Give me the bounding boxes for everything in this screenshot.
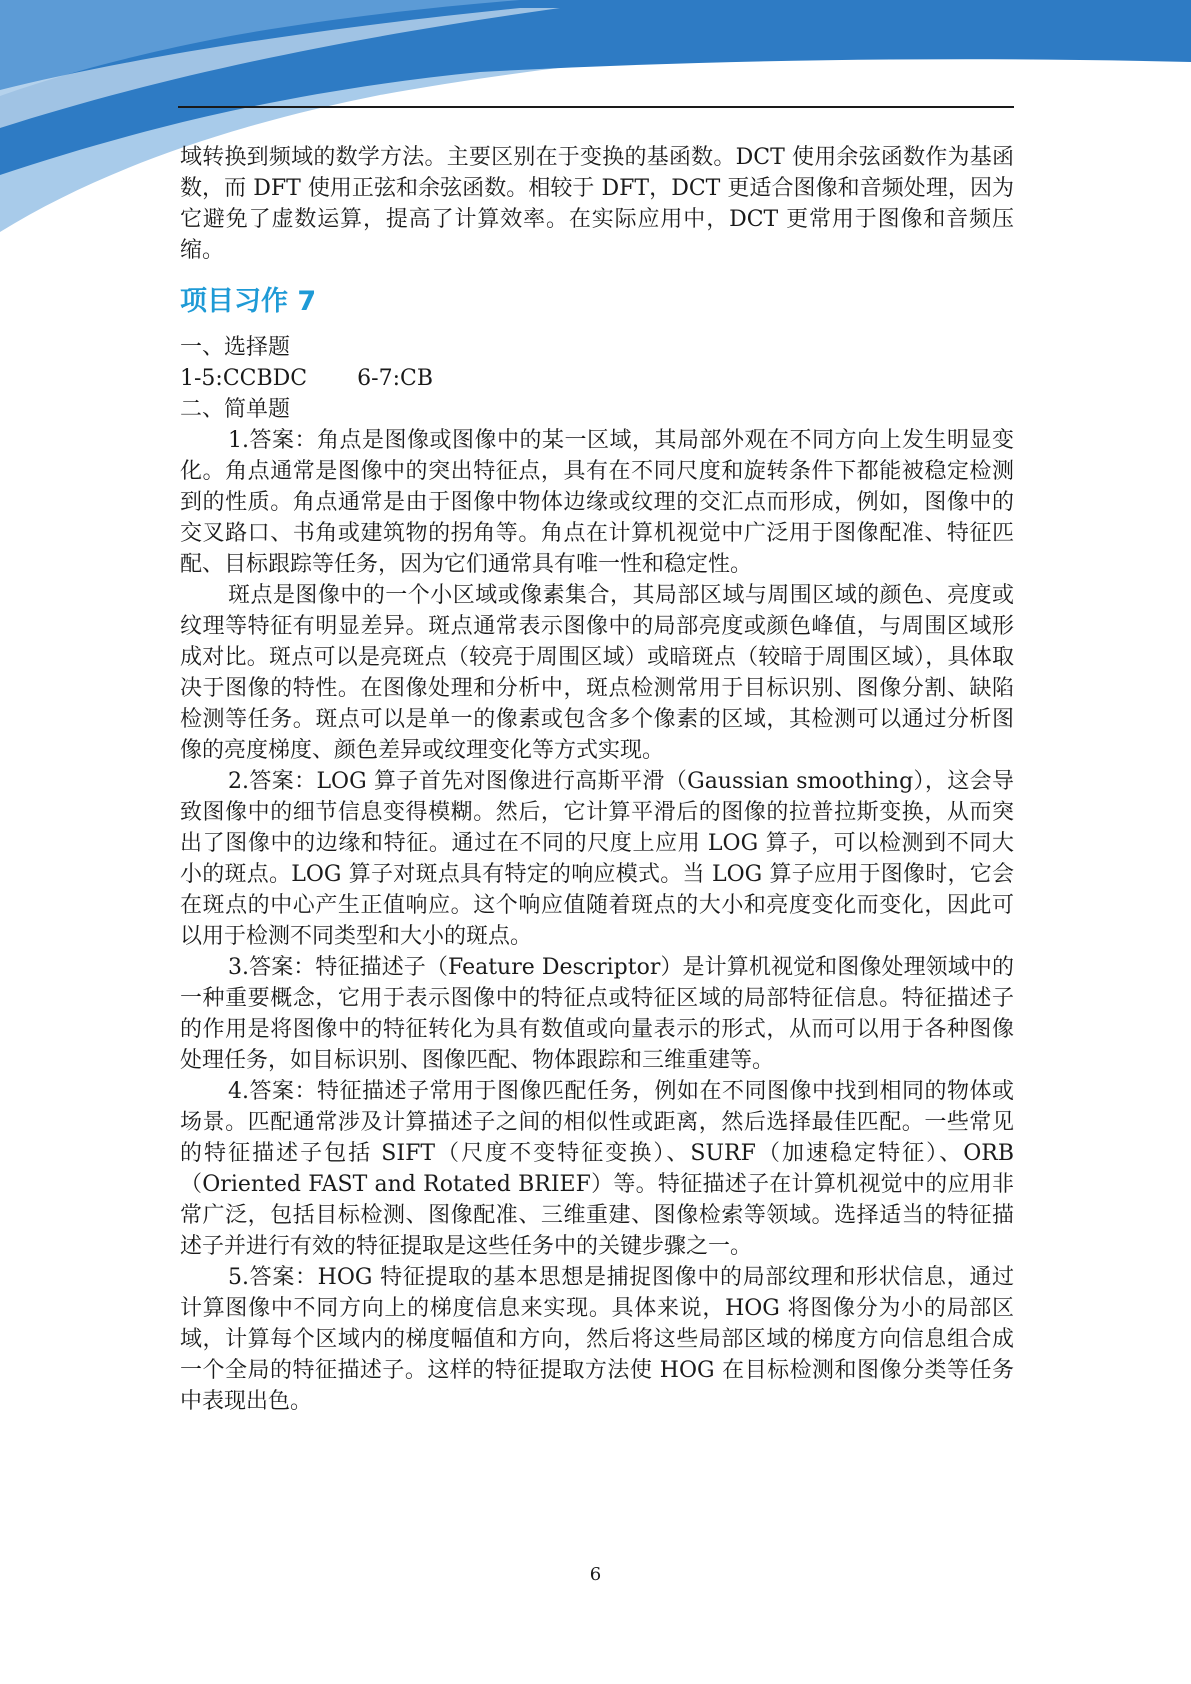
answer-1-corner: 1.答案：角点是图像或图像中的某一区域，其局部外观在不同方向上发生明显变化。角点通常是图像中的突出特征点，具有在不同尺度和旋转条件下都能被稳定检测到的性质。角点通常是由于图像中物体边缘或纹理的交汇点而形成，例如，图像中的交叉路口、书角或建筑物的拐角等。角点在计算机视觉中广泛用于图像配准、特征匹配、目标跟踪等任务，因为它们通常具有唯一性和稳定性。 — [180, 428, 1014, 577]
choice-heading: 一、选择题 — [180, 335, 291, 360]
section-title: 项目习作 7 — [180, 286, 317, 317]
choice-answers — [180, 363, 1014, 394]
page-number: 6 — [589, 1564, 602, 1585]
page-content — [180, 142, 1014, 1417]
short-answer-heading: 二、简单题 — [180, 397, 291, 422]
choice-answer-1-5: 1-5:CCBDC — [180, 366, 308, 391]
choice-answer-6-7: 6-7:CB — [357, 366, 433, 391]
intro-paragraph: 域转换到频域的数学方法。主要区别在于变换的基函数。DCT 使用余弦函数作为基函数，而 DFT 使用正弦和余弦函数。相较于 DFT，DCT 更适合图像和音频处理，因为它避免了虚数运算，提高了计算效率。在实际应用中，DCT 更常用于图像和音频压缩。 — [180, 145, 1014, 263]
answer-4-matching: 4.答案：特征描述子常用于图像匹配任务，例如在不同图像中找到相同的物体或场景。匹配通常涉及计算描述子之间的相似性或距离，然后选择最佳匹配。一些常见的特征描述子包括 SIFT（尺度不变特征变换）、SURF（加速稳定特征）、ORB（Oriented FAST and Rotated BRIEF）等。特征描述子在计算机视觉中的应用非常广泛，包括目标检测、图像配准、三维重建、图像检索等领域。选择适当的特征描述子并进行有效的特征提取是这些任务中的关键步骤之一。 — [180, 1079, 1014, 1259]
answer-5-hog: 5.答案：HOG 特征提取的基本思想是捕捉图像中的局部纹理和形状信息，通过计算图像中不同方向上的梯度信息来实现。具体来说，HOG 将图像分为小的局部区域，计算每个区域内的梯度幅值和方向，然后将这些局部区域的梯度方向信息组合成一个全局的特征描述子。这样的特征提取方法使 HOG 在目标检测和图像分类等任务中表现出色。 — [180, 1265, 1014, 1414]
answer-2-log: 2.答案：LOG 算子首先对图像进行高斯平滑（Gaussian smoothing），这会导致图像中的细节信息变得模糊。然后，它计算平滑后的图像的拉普拉斯变换，从而突出了图像中的边缘和特征。通过在不同的尺度上应用 LOG 算子，可以检测到不同大小的斑点。LOG 算子对斑点具有特定的响应模式。当 LOG 算子应用于图像时，它会在斑点的中心产生正值响应。这个响应值随着斑点的大小和亮度变化而变化，因此可以用于检测不同类型和大小的斑点。 — [180, 769, 1014, 949]
answer-1-blob: 斑点是图像中的一个小区域或像素集合，其局部区域与周围区域的颜色、亮度或纹理等特征有明显差异。斑点通常表示图像中的局部亮度或颜色峰值，与周围区域形成对比。斑点可以是亮斑点（较亮于周围区域）或暗斑点（较暗于周围区域），具体取决于图像的特性。在图像处理和分析中，斑点检测常用于目标识别、图像分割、缺陷检测等任务。斑点可以是单一的像素或包含多个像素的区域，其检测可以通过分析图像的亮度梯度、颜色差异或纹理变化等方式实现。 — [180, 583, 1014, 763]
header-rule — [178, 106, 1014, 108]
answer-3-descriptor: 3.答案：特征描述子（Feature Descriptor）是计算机视觉和图像处理领域中的一种重要概念，它用于表示图像中的特征点或特征区域的局部特征信息。特征描述子的作用是将图像中的特征转化为具有数值或向量表示的形式，从而可以用于各种图像处理任务，如目标识别、图像匹配、物体跟踪和三维重建等。 — [180, 955, 1014, 1073]
